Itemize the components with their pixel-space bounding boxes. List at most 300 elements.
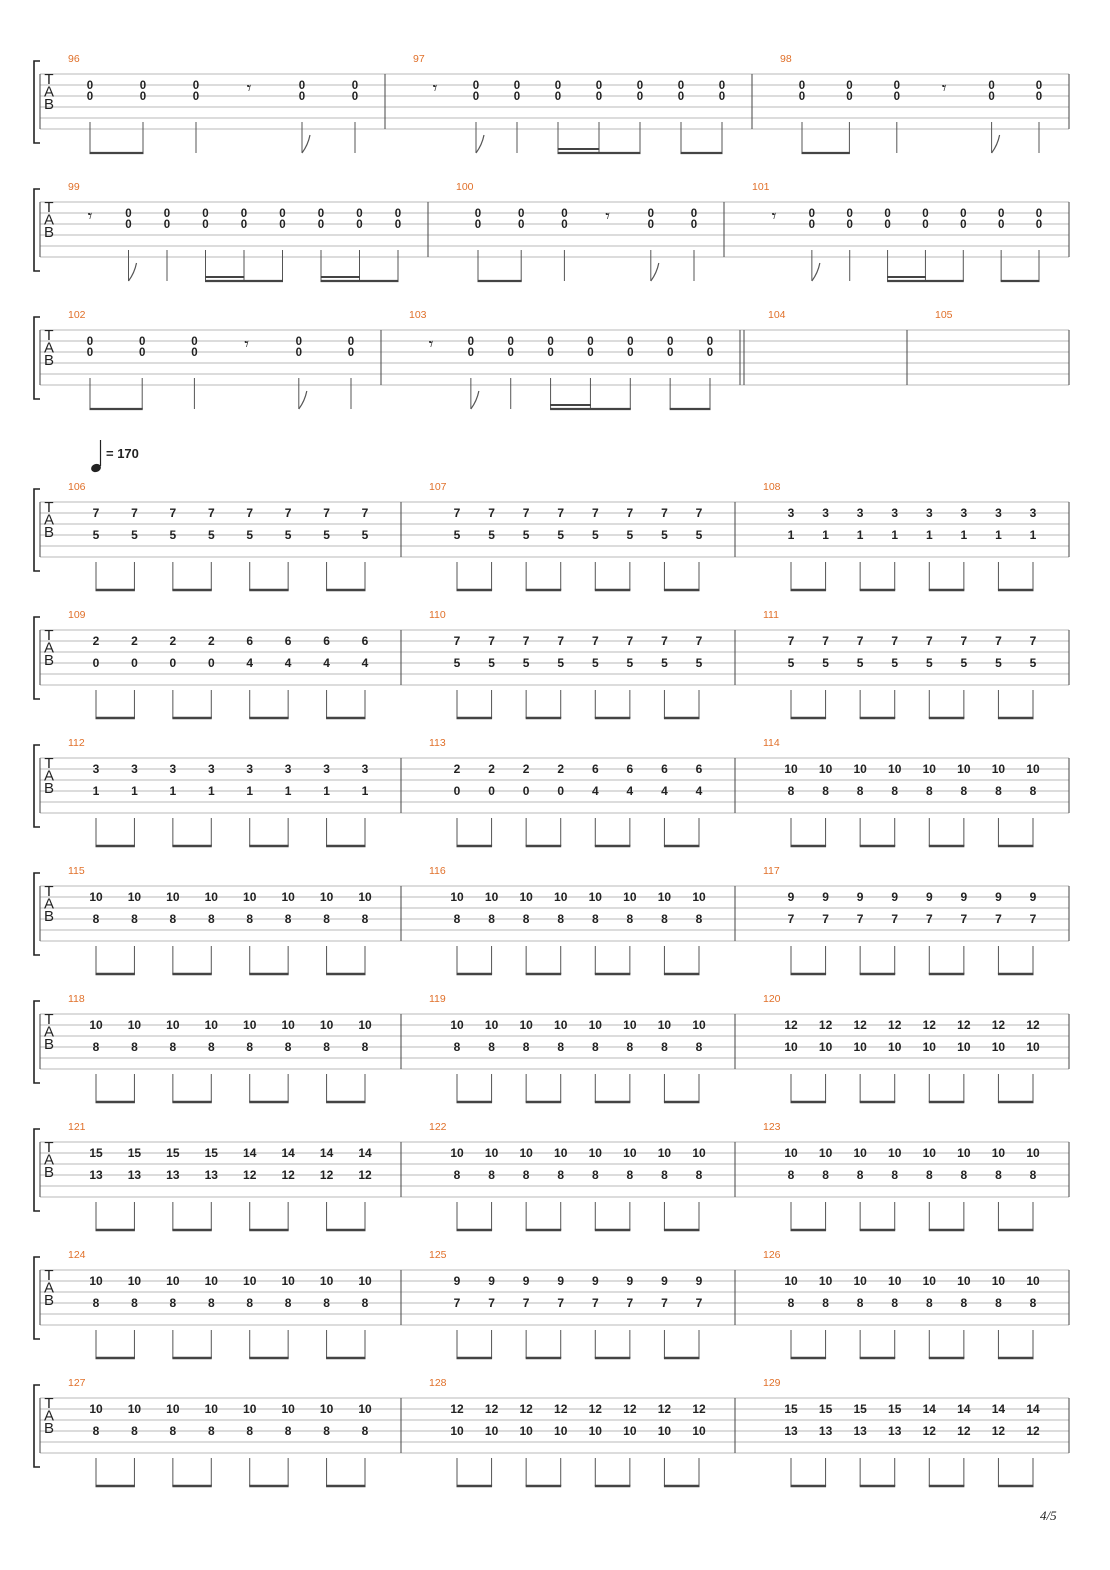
- fret-number: 0: [808, 219, 816, 231]
- fret-number: 0: [893, 91, 901, 103]
- tempo-label: = 170: [106, 446, 139, 461]
- fret-number: 7: [591, 506, 599, 520]
- fret-number: 7: [488, 506, 495, 520]
- fret-number: 8: [1029, 1296, 1037, 1310]
- fret-number: 10: [888, 762, 902, 776]
- fret-number: 10: [166, 1274, 180, 1288]
- fret-number: 7: [557, 1296, 565, 1310]
- measure-number: 115: [68, 865, 85, 877]
- fret-number: 8: [284, 912, 292, 926]
- tab-clef-letter: B: [43, 1035, 55, 1053]
- measure-number: 125: [429, 1249, 447, 1261]
- fret-number: 15: [888, 1402, 902, 1416]
- tab-system: [34, 309, 1069, 409]
- fret-number: 8: [361, 1424, 369, 1438]
- system-bracket: [34, 61, 40, 143]
- fret-number: 0: [561, 208, 568, 220]
- fret-number: 1: [361, 784, 369, 798]
- fret-number: 5: [995, 656, 1002, 670]
- system-bracket: [34, 1001, 40, 1083]
- fret-number: 5: [1029, 656, 1037, 670]
- fret-number: 5: [488, 528, 495, 542]
- fret-number: 8: [787, 1168, 795, 1182]
- fret-number: 0: [1035, 208, 1043, 220]
- measure-number: 110: [429, 609, 446, 621]
- fret-number: 14: [281, 1146, 295, 1160]
- fret-number: 7: [695, 506, 703, 520]
- measure-number: 111: [763, 609, 779, 621]
- fret-number: 8: [246, 1424, 254, 1438]
- fret-number: 10: [519, 890, 533, 904]
- fret-number: 2: [522, 762, 530, 776]
- fret-number: 1: [925, 528, 933, 542]
- fret-number: 0: [1035, 91, 1043, 103]
- fret-number: 13: [853, 1424, 867, 1438]
- fret-number: 0: [139, 80, 147, 92]
- fret-number: 7: [557, 634, 565, 648]
- fret-number: 10: [784, 1146, 798, 1160]
- fret-number: 10: [692, 1146, 706, 1160]
- fret-number: 14: [358, 1146, 372, 1160]
- fret-number: 10: [784, 1040, 798, 1054]
- fret-number: 7: [591, 634, 599, 648]
- fret-number: 5: [361, 528, 369, 542]
- eighth-rest-icon: 𝄾: [432, 78, 438, 98]
- fret-number: 4: [626, 784, 634, 798]
- fret-number: 0: [513, 91, 521, 103]
- fret-number: 8: [557, 912, 565, 926]
- fret-number: 8: [361, 912, 369, 926]
- fret-number: 5: [557, 656, 565, 670]
- tab-clef-letter: A: [43, 767, 55, 785]
- fret-number: 8: [661, 1040, 668, 1054]
- fret-number: 7: [284, 506, 292, 520]
- fret-number: 0: [474, 208, 482, 220]
- fret-number: 10: [204, 890, 218, 904]
- fret-number: 7: [522, 1296, 530, 1310]
- fret-number: 5: [856, 656, 864, 670]
- fret-number: 6: [361, 634, 369, 648]
- fret-number: 0: [472, 80, 480, 92]
- fret-number: 0: [351, 80, 359, 92]
- fret-number: 0: [207, 656, 215, 670]
- fret-number: 10: [991, 1146, 1006, 1160]
- fret-number: 9: [488, 1274, 495, 1288]
- fret-number: 10: [127, 1274, 142, 1288]
- fret-number: 10: [991, 1274, 1006, 1288]
- fret-number: 4: [361, 656, 369, 670]
- fret-number: 0: [507, 347, 514, 359]
- fret-number: 8: [960, 1296, 968, 1310]
- fret-number: 10: [319, 1018, 334, 1032]
- measure-number: 97: [413, 53, 425, 65]
- fret-number: 10: [1026, 762, 1040, 776]
- fret-number: 8: [169, 1424, 177, 1438]
- fret-number: 10: [519, 1146, 533, 1160]
- fret-number: 5: [661, 528, 668, 542]
- fret-number: 10: [281, 890, 295, 904]
- fret-number: 12: [853, 1018, 867, 1032]
- fret-number: 12: [818, 1018, 833, 1032]
- tab-clef-letter: B: [43, 1163, 55, 1181]
- fret-number: 8: [453, 1040, 461, 1054]
- tab-system: [34, 737, 1069, 846]
- fret-number: 0: [627, 347, 634, 359]
- fret-number: 8: [891, 1168, 899, 1182]
- fret-number: 1: [169, 784, 177, 798]
- fret-number: 10: [623, 890, 637, 904]
- fret-number: 9: [695, 1274, 703, 1288]
- tab-clef-letter: A: [43, 895, 55, 913]
- fret-number: 15: [818, 1402, 833, 1416]
- fret-number: 10: [1026, 1274, 1040, 1288]
- fret-number: 0: [554, 91, 562, 103]
- system-bracket: [34, 1385, 40, 1467]
- fret-number: 10: [243, 1274, 257, 1288]
- system-bracket: [34, 1129, 40, 1211]
- fret-number: 8: [695, 912, 703, 926]
- fret-number: 8: [323, 912, 330, 926]
- fret-number: 10: [554, 1018, 568, 1032]
- fret-number: 0: [1035, 80, 1043, 92]
- fret-number: 10: [358, 1018, 372, 1032]
- tab-clef-letter: A: [43, 1407, 55, 1425]
- measure-number: 117: [763, 865, 780, 877]
- fret-number: 0: [997, 208, 1005, 220]
- tab-system: [34, 53, 1069, 153]
- system-bracket: [34, 873, 40, 955]
- note-flag: [299, 391, 307, 409]
- fret-number: 2: [488, 762, 495, 776]
- tab-clef-letter: A: [43, 1023, 55, 1041]
- measure-number: 121: [68, 1121, 86, 1133]
- fret-number: 8: [787, 1296, 795, 1310]
- page-number: 4/5: [1040, 1508, 1057, 1523]
- tab-clef-letter: T: [44, 1266, 54, 1284]
- fret-number: 13: [818, 1424, 833, 1438]
- fret-number: 15: [127, 1146, 142, 1160]
- fret-number: 0: [517, 219, 525, 231]
- fret-number: 7: [453, 634, 461, 648]
- fret-number: 5: [557, 528, 565, 542]
- fret-number: 8: [995, 1296, 1002, 1310]
- measure-number: 114: [763, 737, 780, 749]
- fret-number: 7: [891, 634, 899, 648]
- fret-number: 15: [89, 1146, 103, 1160]
- fret-number: 7: [246, 506, 254, 520]
- fret-number: 12: [922, 1018, 936, 1032]
- fret-number: 8: [822, 1296, 829, 1310]
- fret-number: 8: [995, 784, 1002, 798]
- fret-number: 3: [323, 762, 330, 776]
- fret-number: 8: [695, 1168, 703, 1182]
- fret-number: 1: [822, 528, 829, 542]
- fret-number: 7: [169, 506, 177, 520]
- fret-number: 3: [246, 762, 254, 776]
- tab-clef-letter: B: [43, 95, 55, 113]
- tab-clef-letter: T: [44, 1010, 54, 1028]
- fret-number: 9: [925, 890, 933, 904]
- note-flag: [812, 263, 820, 281]
- fret-number: 10: [922, 1274, 936, 1288]
- tab-system: [34, 181, 1069, 281]
- fret-number: 10: [692, 1424, 706, 1438]
- fret-number: 7: [661, 506, 668, 520]
- fret-number: 0: [636, 80, 644, 92]
- fret-number: 9: [661, 1274, 668, 1288]
- fret-number: 5: [661, 656, 668, 670]
- eighth-rest-icon: 𝄾: [428, 334, 434, 354]
- fret-number: 8: [925, 1168, 933, 1182]
- fret-number: 8: [92, 1424, 100, 1438]
- tab-system: [34, 1121, 1069, 1230]
- fret-number: 6: [661, 762, 668, 776]
- tab-clef-letter: A: [43, 511, 55, 529]
- fret-number: 10: [358, 890, 372, 904]
- fret-number: 7: [925, 912, 933, 926]
- fret-number: 0: [718, 80, 726, 92]
- fret-number: 10: [991, 762, 1006, 776]
- fret-number: 5: [626, 528, 634, 542]
- measure-number: 103: [409, 309, 427, 321]
- fret-number: 10: [657, 1018, 672, 1032]
- fret-number: 3: [92, 762, 100, 776]
- fret-number: 7: [1029, 912, 1037, 926]
- fret-number: 12: [784, 1018, 798, 1032]
- fret-number: 8: [591, 912, 599, 926]
- fret-number: 0: [808, 208, 816, 220]
- fret-number: 8: [207, 912, 215, 926]
- fret-number: 10: [957, 1274, 971, 1288]
- fret-number: 8: [522, 1040, 530, 1054]
- fret-number: 3: [131, 762, 138, 776]
- fret-number: 8: [822, 1168, 829, 1182]
- fret-number: 8: [626, 1168, 634, 1182]
- fret-number: 0: [627, 336, 634, 348]
- fret-number: 7: [960, 912, 968, 926]
- tab-system: [34, 609, 1069, 718]
- fret-number: 5: [522, 656, 530, 670]
- fret-number: 10: [89, 1018, 103, 1032]
- fret-number: 12: [991, 1018, 1006, 1032]
- fret-number: 10: [957, 1040, 971, 1054]
- fret-number: 0: [202, 208, 209, 220]
- fret-number: 8: [522, 912, 530, 926]
- fret-number: 0: [279, 219, 286, 231]
- fret-number: 0: [298, 80, 306, 92]
- fret-number: 0: [922, 208, 929, 220]
- fret-number: 7: [522, 506, 530, 520]
- measure-number: 112: [68, 737, 85, 749]
- tab-system: [34, 440, 1069, 590]
- fret-number: 8: [626, 912, 634, 926]
- eighth-rest-icon: 𝄾: [246, 78, 252, 98]
- eighth-rest-icon: 𝄾: [941, 78, 947, 98]
- fret-number: 3: [787, 506, 795, 520]
- fret-number: 8: [557, 1040, 565, 1054]
- fret-number: 10: [818, 1146, 833, 1160]
- fret-number: 10: [1026, 1040, 1040, 1054]
- fret-number: 0: [636, 91, 644, 103]
- tab-clef-letter: B: [43, 651, 55, 669]
- fret-number: 7: [695, 634, 703, 648]
- fret-number: 7: [131, 506, 138, 520]
- fret-number: 7: [995, 634, 1002, 648]
- measure-number: 104: [768, 309, 786, 321]
- measure-number: 107: [429, 481, 447, 493]
- fret-number: 0: [846, 91, 853, 103]
- fret-number: 10: [588, 890, 602, 904]
- fret-number: 12: [1026, 1018, 1040, 1032]
- fret-number: 0: [960, 219, 967, 231]
- fret-number: 5: [92, 528, 100, 542]
- measure-number: 119: [429, 993, 446, 1005]
- fret-number: 8: [92, 1040, 100, 1054]
- fret-number: 4: [284, 656, 292, 670]
- fret-number: 1: [891, 528, 899, 542]
- fret-number: 14: [957, 1402, 971, 1416]
- fret-number: 3: [960, 506, 968, 520]
- tab-system: [34, 865, 1069, 974]
- tab-clef-letter: B: [43, 907, 55, 925]
- fret-number: 0: [86, 80, 94, 92]
- fret-number: 8: [695, 1040, 703, 1054]
- fret-number: 0: [507, 336, 514, 348]
- fret-number: 10: [166, 1018, 180, 1032]
- fret-number: 0: [595, 80, 603, 92]
- measure-number: 99: [68, 181, 80, 193]
- fret-number: 1: [960, 528, 968, 542]
- fret-number: 10: [243, 890, 257, 904]
- fret-number: 8: [925, 784, 933, 798]
- fret-number: 14: [1026, 1402, 1040, 1416]
- fret-number: 10: [450, 1424, 464, 1438]
- fret-number: 0: [846, 80, 853, 92]
- fret-number: 10: [957, 1146, 971, 1160]
- fret-number: 10: [623, 1018, 637, 1032]
- fret-number: 0: [191, 347, 198, 359]
- fret-number: 8: [995, 1168, 1002, 1182]
- fret-number: 1: [246, 784, 254, 798]
- fret-number: 10: [243, 1402, 257, 1416]
- fret-number: 8: [856, 1168, 864, 1182]
- fret-number: 0: [192, 91, 200, 103]
- fret-number: 0: [138, 347, 146, 359]
- fret-number: 4: [661, 784, 668, 798]
- fret-number: 10: [89, 1402, 103, 1416]
- fret-number: 12: [519, 1402, 533, 1416]
- fret-number: 10: [853, 762, 867, 776]
- fret-number: 5: [246, 528, 254, 542]
- fret-number: 9: [995, 890, 1002, 904]
- fret-number: 10: [166, 890, 180, 904]
- fret-number: 10: [623, 1146, 637, 1160]
- fret-number: 10: [922, 1146, 936, 1160]
- fret-number: 5: [695, 656, 703, 670]
- eighth-rest-icon: 𝄾: [87, 206, 93, 226]
- note-flag: [302, 135, 310, 153]
- fret-number: 6: [626, 762, 634, 776]
- fret-number: 0: [522, 784, 530, 798]
- tab-clef-letter: A: [43, 339, 55, 357]
- fret-number: 7: [591, 1296, 599, 1310]
- fret-number: 8: [891, 784, 899, 798]
- fret-number: 3: [891, 506, 899, 520]
- fret-number: 6: [591, 762, 599, 776]
- fret-number: 12: [888, 1018, 902, 1032]
- fret-number: 0: [192, 80, 200, 92]
- fret-number: 12: [692, 1402, 706, 1416]
- fret-number: 10: [484, 1424, 499, 1438]
- note-flag: [651, 263, 659, 281]
- fret-number: 0: [798, 80, 806, 92]
- fret-number: 8: [557, 1168, 565, 1182]
- fret-number: 3: [1029, 506, 1037, 520]
- fret-number: 5: [822, 656, 829, 670]
- fret-number: 8: [661, 1168, 668, 1182]
- fret-number: 10: [358, 1402, 372, 1416]
- tab-clef-letter: B: [43, 1419, 55, 1437]
- note-flag: [129, 263, 137, 281]
- fret-number: 1: [323, 784, 330, 798]
- fret-number: 0: [347, 336, 355, 348]
- fret-number: 0: [86, 336, 94, 348]
- fret-number: 7: [925, 634, 933, 648]
- fret-number: 8: [92, 1296, 100, 1310]
- fret-number: 3: [925, 506, 933, 520]
- fret-number: 12: [957, 1424, 971, 1438]
- fret-number: 0: [718, 91, 726, 103]
- tab-clef-letter: A: [43, 639, 55, 657]
- fret-number: 5: [787, 656, 795, 670]
- tab-clef-letter: T: [44, 1138, 54, 1156]
- tab-clef-letter: B: [43, 779, 55, 797]
- measure-number: 120: [763, 993, 781, 1005]
- fret-number: 2: [92, 634, 100, 648]
- fret-number: 8: [323, 1296, 330, 1310]
- fret-number: 0: [666, 347, 674, 359]
- fret-number: 10: [888, 1146, 902, 1160]
- fret-number: 10: [957, 762, 971, 776]
- fret-number: 9: [822, 890, 829, 904]
- fret-number: 5: [891, 656, 899, 670]
- fret-number: 2: [453, 762, 461, 776]
- eighth-rest-icon: 𝄾: [244, 334, 249, 354]
- fret-number: 10: [319, 890, 334, 904]
- measure-number: 106: [68, 481, 86, 493]
- fret-number: 5: [131, 528, 138, 542]
- system-bracket: [34, 1257, 40, 1339]
- fret-number: 10: [588, 1424, 602, 1438]
- fret-number: 7: [626, 1296, 634, 1310]
- fret-number: 0: [647, 219, 655, 231]
- fret-number: 0: [163, 219, 171, 231]
- fret-number: 9: [856, 890, 864, 904]
- fret-number: 7: [557, 506, 565, 520]
- fret-number: 7: [661, 634, 668, 648]
- fret-number: 7: [891, 912, 899, 926]
- fret-number: 10: [127, 1018, 142, 1032]
- fret-number: 14: [243, 1146, 257, 1160]
- fret-number: 8: [207, 1424, 215, 1438]
- fret-number: 0: [125, 219, 132, 231]
- fret-number: 0: [453, 784, 461, 798]
- fret-number: 8: [488, 912, 495, 926]
- fret-number: 0: [351, 91, 359, 103]
- fret-number: 0: [513, 80, 521, 92]
- fret-number: 10: [991, 1040, 1006, 1054]
- tab-system: [34, 993, 1069, 1102]
